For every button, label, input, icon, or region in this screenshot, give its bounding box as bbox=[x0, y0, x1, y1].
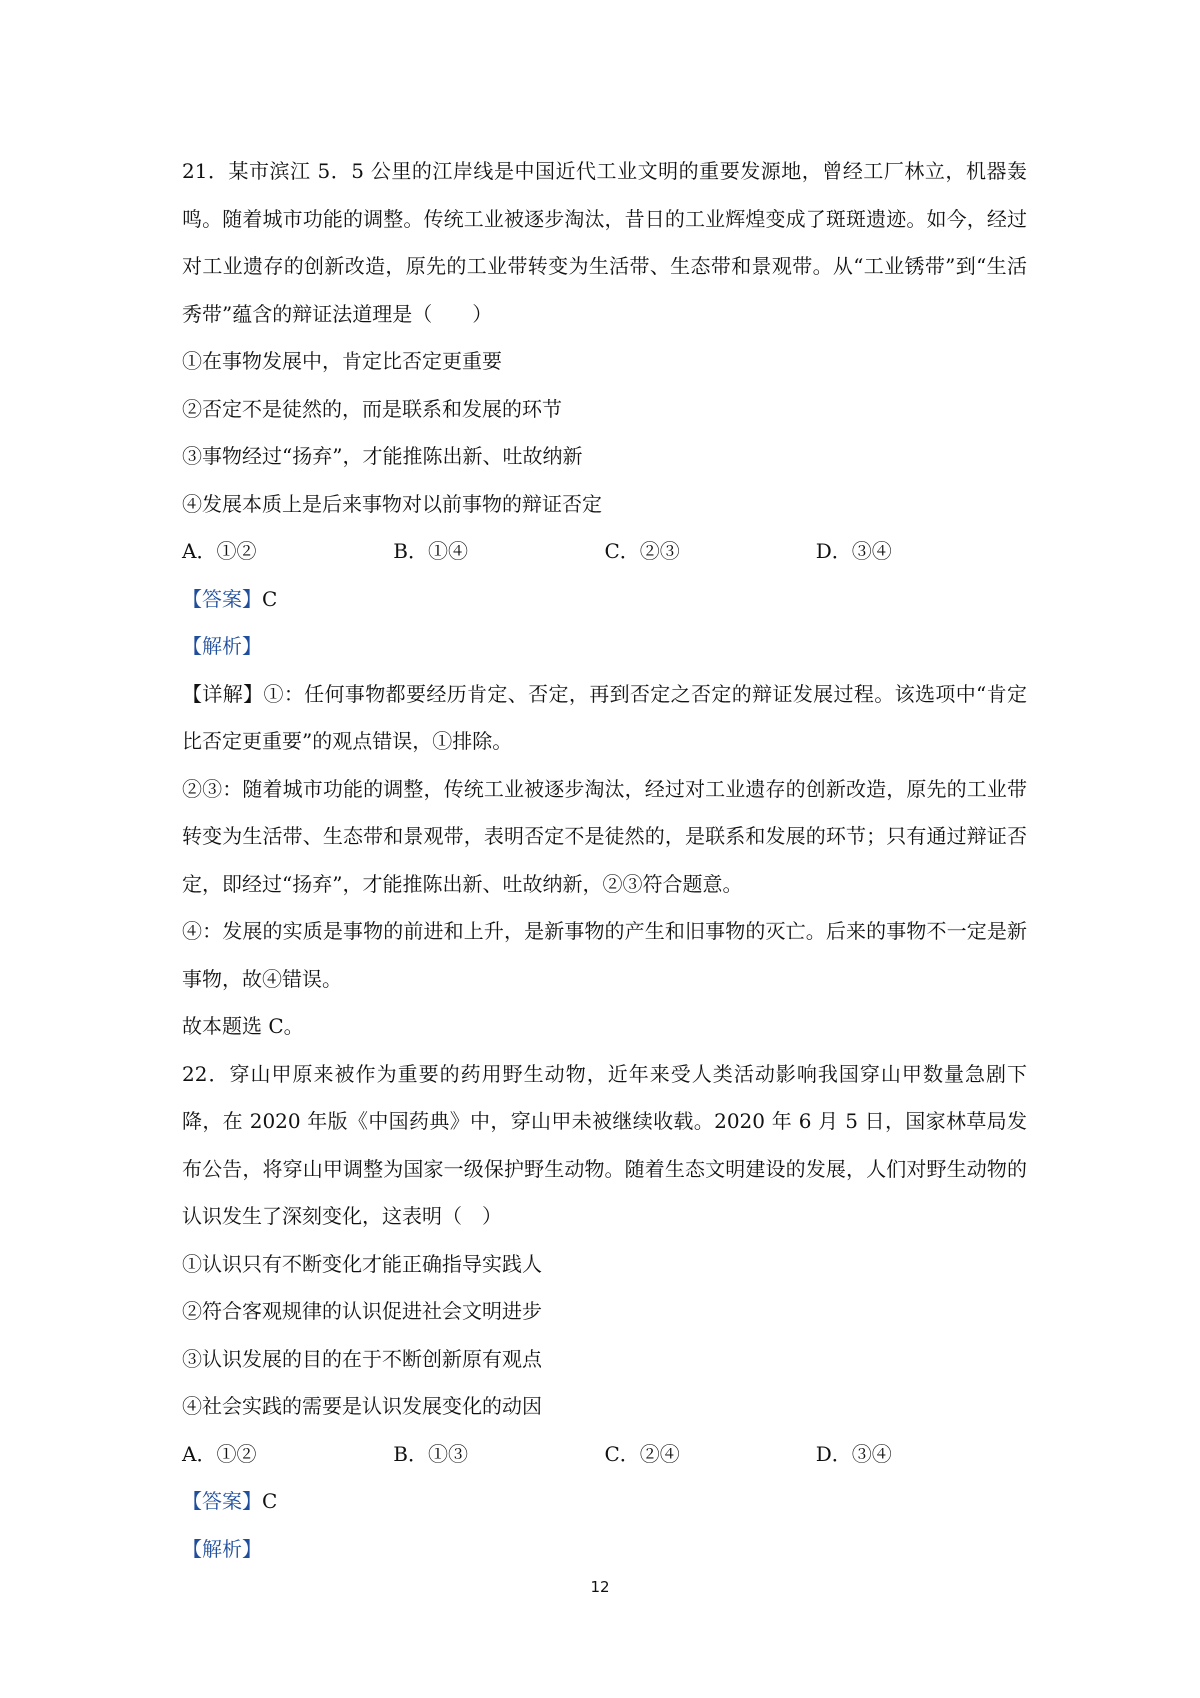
detail-text: ①：任何事物都要经历肯定、否定，再到否定之否定的辩证发展过程。该选项中“肯定比否定更重要”的观点错误，①排除。 bbox=[182, 681, 1028, 753]
q22-item-4: ④社会实践的需要是认识发展变化的动因 bbox=[182, 1394, 542, 1418]
q22-item-3: ③认识发展的目的在于不断创新原有观点 bbox=[182, 1346, 542, 1371]
q21-option-d: D．③④ bbox=[815, 539, 892, 563]
q22-stem: 22．穿山甲原来被作为重要的药用野生动物，近年来受人类活动影响我国穿山甲数量急剧下降，在 2020 年版《中国药典》中，穿山甲未被继续收载。2020 年 6 月 5 日，国家林草局发布公告，将穿山甲调整为国家一级保护野生动物。随着生态文明建设的发展，人们对野生动物的认识发生了深刻变化，这表明（ ） bbox=[182, 1061, 1027, 1228]
q21-detail-3: ④：发展的实质是事物的前进和上升，是新事物的产生和旧事物的灭亡。后来的事物不一定是新事物，故④错误。 bbox=[182, 919, 1027, 991]
q21-option-c: C．②③ bbox=[604, 539, 680, 563]
page-number: 12 bbox=[590, 1578, 610, 1596]
q22-option-b: B．①③ bbox=[393, 1441, 468, 1466]
analysis-tag: 【解析】 bbox=[182, 1536, 262, 1561]
q22-option-c: C．②④ bbox=[604, 1441, 680, 1466]
q21-option-b: B．①④ bbox=[393, 539, 468, 563]
q22-options bbox=[182, 1431, 1027, 1479]
q21-detail-2: ②③：随着城市功能的调整，传统工业被逐步淘汰，经过对工业遗存的创新改造，原先的工业带转变为生活带、生态带和景观带，表明否定不是徒然的，是联系和发展的环节；只有通过辩证否定，即经过“扬弃”，才能推陈出新、吐故纳新，②③符合题意。 bbox=[182, 776, 1027, 896]
q22-answer bbox=[182, 1478, 1027, 1526]
q22-option-d: D．③④ bbox=[815, 1441, 892, 1466]
answer-tag: 【答案】 bbox=[182, 1489, 262, 1513]
page-content bbox=[182, 148, 1027, 1573]
q22-item-1: ①认识只有不断变化才能正确指导实践人 bbox=[182, 1251, 542, 1276]
q21-item-1: ①在事物发展中，肯定比否定更重要 bbox=[182, 349, 502, 373]
q21-conclusion: 故本题选 C。 bbox=[182, 1014, 304, 1038]
q21-options bbox=[182, 528, 1027, 576]
detail-tag: 【详解】 bbox=[182, 681, 264, 706]
answer-tag: 【答案】 bbox=[182, 586, 262, 611]
answer-value: C bbox=[262, 1489, 278, 1513]
q21-item-4: ④发展本质上是后来事物对以前事物的辩证否定 bbox=[182, 491, 602, 516]
q21-item-2: ②否定不是徒然的，而是联系和发展的环节 bbox=[182, 396, 562, 421]
analysis-tag: 【解析】 bbox=[182, 634, 262, 658]
answer-value: C bbox=[262, 586, 278, 611]
q21-option-a: A．①② bbox=[182, 539, 257, 563]
q22-item-2: ②符合客观规律的认识促进社会文明进步 bbox=[182, 1299, 542, 1323]
q21-detail-1 bbox=[182, 671, 1027, 766]
q22-analysis bbox=[182, 1526, 1027, 1574]
q21-stem: 21．某市滨江 5．5 公里的江岸线是中国近代工业文明的重要发源地，曾经工厂林立，机器轰鸣。随着城市功能的调整。传统工业被逐步淘汰，昔日的工业辉煌变成了斑斑遗迹。如今，经过对工业遗存的创新改造，原先的工业带转变为生活带、生态带和景观带。从“工业锈带”到“生活秀带”蕴含的辩证法道理是（ ） bbox=[182, 159, 1027, 326]
q22-option-a: A．①② bbox=[182, 1441, 257, 1466]
q21-item-3: ③事物经过“扬弃”，才能推陈出新、吐故纳新 bbox=[182, 444, 583, 468]
q21-answer bbox=[182, 576, 1027, 624]
q21-analysis bbox=[182, 623, 1027, 671]
